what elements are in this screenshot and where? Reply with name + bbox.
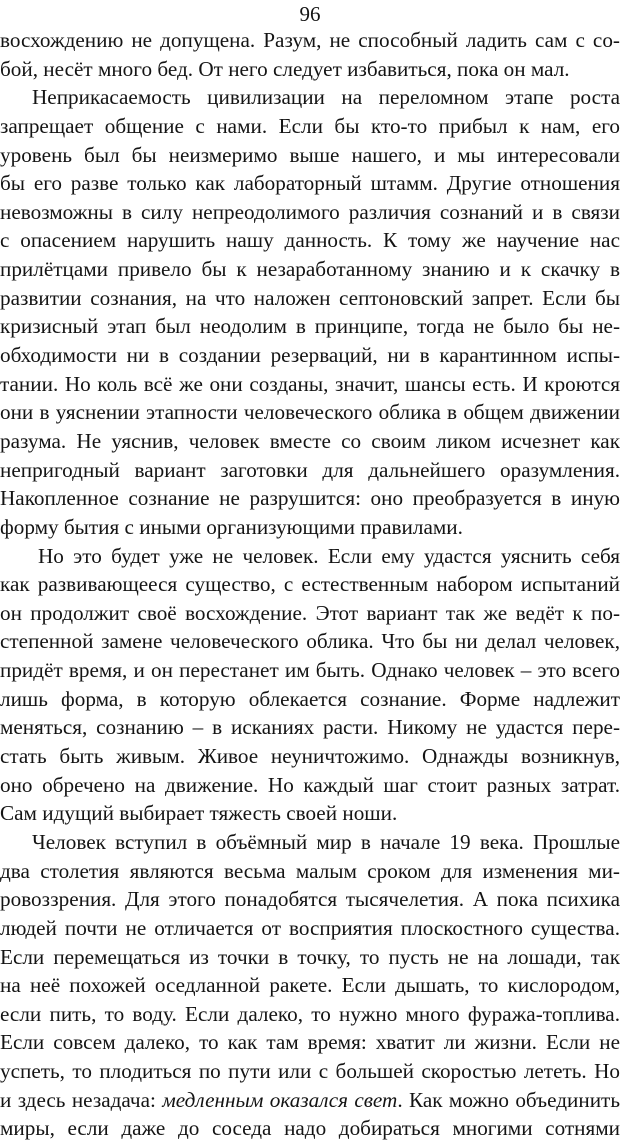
text-line: как развивающееся существо, с естественным набором испытаний <box>0 572 620 597</box>
text-line: тании. Но коль всё же они созданы, значит, шансы есть. И кроются <box>0 371 620 396</box>
text-line: бой, несёт много бед. От него следует избавиться, пока он мал. <box>0 56 570 81</box>
text-line: запрещает общение с нами. Если бы кто-то прибыл к нам, его <box>0 113 620 138</box>
text-line: он продолжит своё восхождение. Этот вариант так же ведёт к по- <box>0 600 620 625</box>
text-line: Если совсем далеко, то как там время: хватит ли жизни. Если не <box>0 1030 620 1055</box>
text-line: обходимости ни в создании резерваций, ни в карантинном испы- <box>0 343 620 368</box>
text-line: разума. Не уяснив, человек вместе со своим ликом исчезнет как <box>0 428 620 453</box>
text-line: придёт время, и он перестанет им быть. Однако человек – это всего <box>0 658 620 683</box>
text-line: Накопленное сознание не разрушится: оно преобразуется в иную <box>0 486 620 511</box>
text-line: людей почти не отличается от восприятия плоскостного существа. <box>0 915 620 940</box>
paragraph-first-line: Но это будет уже не человек. Если ему удастся уяснить себя <box>38 543 620 568</box>
text-line: если пить, то воду. Если далеко, то нужно много фуража-топлива. <box>0 1001 620 1026</box>
page-number: 96 <box>299 2 321 26</box>
text-line: кризисный этап был неодолим в принципе, тогда не было бы не- <box>0 314 620 339</box>
text-line: непригодный вариант заготовки для дальнейшего оразумления. <box>0 457 620 482</box>
text-segment: . Как можно объединить <box>397 1087 620 1112</box>
text-line: Сам идущий выбирает тяжесть своей ноши. <box>0 801 398 826</box>
text-line: восхождению не допущена. Разум, не способный ладить сам с со- <box>0 28 620 52</box>
text-line: прилётцами привело бы к незаработанному знанию и к скачку в <box>0 257 620 282</box>
text-line: два столетия являются весьма малым сроком для изменения ми- <box>0 858 620 883</box>
text-line: развитии сознания, на что наложен септоновский запрет. Если бы <box>0 285 620 310</box>
text-line: на неё похожей оседланной ракете. Если дышать, то кислородом, <box>0 973 620 998</box>
text-line-with-italic <box>0 1086 620 1115</box>
paragraph-first-line: Человек вступил в объёмный мир в начале 19 века. Прошлые <box>32 829 620 854</box>
text-line: бы его разве только как лабораторный штамм. Другие отношения <box>0 171 620 196</box>
text-line: миры, если даже до соседа надо добираться многими сотнями <box>0 1116 620 1141</box>
text-line: невозможны в силу непреодолимого различия сознаний и в связи <box>0 199 620 224</box>
text-line: Если перемещаться из точки в точку, то пусть не на лошади, так <box>0 944 620 969</box>
text-line: лишь форма, в которую облекается сознание. Форме надлежит <box>0 686 620 711</box>
text-line: меняться, сознанию – в исканиях расти. Никому не удастся пере- <box>0 715 620 740</box>
text-segment: и здесь незадача: <box>0 1087 163 1112</box>
text-line: успеть, то плодиться по пути или с большей скоростью лететь. Но <box>0 1059 620 1084</box>
text-line: с опасением нарушить нашу данность. К тому же научение нас <box>0 228 620 253</box>
text-line: форму бытия с иными организующими правилами. <box>0 514 463 539</box>
text-line: степенной замене человеческого облика. Что бы ни делал человек, <box>0 629 620 654</box>
text-line: уровень был бы неизмеримо выше нашего, и мы интересовали <box>0 142 620 167</box>
text-line: ровоззрения. Для этого понадобятся тысячелетия. А пока психика <box>0 887 620 912</box>
italic-phrase: медленным оказался свет <box>162 1087 398 1112</box>
text-line: стать быть живым. Живое неуничтожимо. Однажды возникнув, <box>0 744 620 769</box>
paragraph-first-line: Неприкасаемость цивилизации на переломном этапе роста <box>32 85 620 110</box>
body-text <box>0 26 620 1143</box>
text-line: оно обречено на движение. Но каждый шаг стоит разных затрат. <box>0 772 620 797</box>
text-line: они в уяснении этапности человеческого облика в общем движении <box>0 400 620 425</box>
